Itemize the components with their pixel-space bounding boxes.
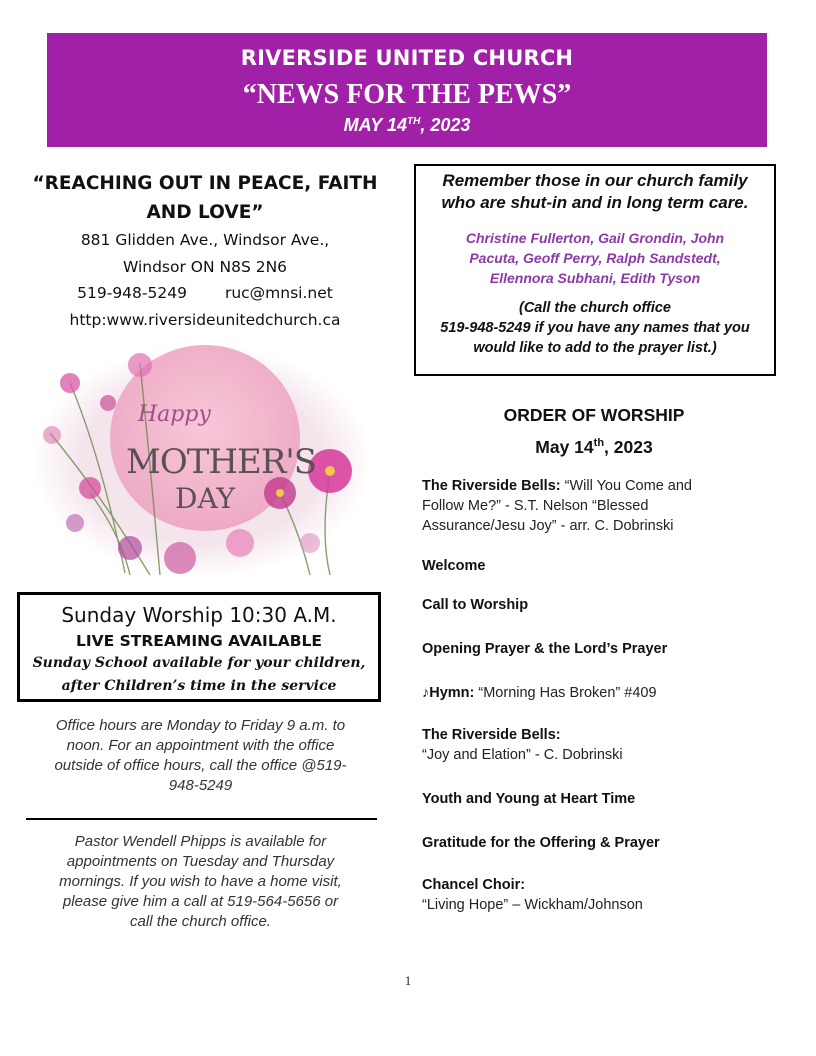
church-name: RIVERSIDE UNITED CHURCH: [240, 46, 574, 70]
prayer-list-box: [414, 164, 776, 376]
contact-block: [20, 227, 390, 333]
worship-item-bells-2: The Riverside Bells: “Joy and Elation” - C. Dobrinski: [422, 727, 623, 763]
mothers-day-image: [30, 343, 375, 580]
worship-item-gratitude: Gratitude for the Offering & Prayer: [422, 835, 660, 851]
worship-item-welcome: Welcome: [422, 558, 486, 574]
section-divider: [26, 818, 377, 820]
music-note-icon: ♪: [422, 685, 430, 701]
phone-number: 519-948-5249: [77, 284, 187, 302]
worship-item-youth: Youth and Young at Heart Time: [422, 791, 636, 807]
address-line: Windsor ON N8S 2N6: [122, 257, 288, 276]
worship-item-call-to-worship: Call to Worship: [422, 597, 529, 613]
address-line: 881 Glidden Ave., Windsor Ave.,: [80, 231, 330, 249]
website-link[interactable]: http:www.riversideunitedchurch.ca: [69, 310, 341, 329]
worship-item-bells-1: The Riverside Bells: “Will You Come and Follow Me?” - S.T. Nelson “Blessed Assurance/Jesu Joy” - arr. C. Dobrinski: [422, 478, 692, 534]
header-banner: [47, 33, 767, 147]
prayer-list-names: Christine Fullerton, Gail Grondin, John Pacuta, Geoff Perry, Ralph Sandstedt, Ellennora Subhani, Edith Tyson: [465, 230, 725, 286]
prayer-list-heading: Remember those in our church family who are shut-in and in long term care.: [441, 171, 749, 212]
pastor-availability: Pastor Wendell Phipps is available for appointments on Tuesday and Thursday mornings. If you wish to have a home visit, please give him a call at 519-564-5656 or call the church office.: [59, 833, 342, 930]
streaming-notice: LIVE STREAMING AVAILABLE: [76, 632, 322, 650]
order-of-worship-title: ORDER OF WORSHIP May 14th, 2023: [503, 405, 685, 457]
sunday-school-notice: Sunday School available for your children, after Children’s time in the service: [32, 655, 366, 694]
worship-item-hymn: ♪Hymn: “Morning Has Broken” #409: [422, 685, 657, 701]
email-link[interactable]: ruc@mnsi.net: [224, 284, 333, 302]
image-text-mothers: MOTHER'S: [126, 442, 317, 482]
image-text-day: DAY: [175, 482, 236, 515]
image-text-happy: Happy: [138, 402, 211, 427]
issue-date: MAY 14TH, 2023: [343, 115, 471, 135]
worship-item-opening-prayer: Opening Prayer & the Lord’s Prayer: [422, 641, 668, 657]
office-hours: Office hours are Monday to Friday 9 a.m. to noon. For an appointment with the office outside of office hours, call the office @519- 948-5249: [54, 717, 347, 794]
newsletter-title: “NEWS FOR THE PEWS”: [242, 79, 572, 110]
worship-time: Sunday Worship 10:30 A.M.: [61, 603, 337, 627]
prayer-list-note: (Call the church office 519-948-5249 if you have any names that you would like to add to the prayer list.): [440, 300, 750, 356]
church-motto: “REACHING OUT IN PEACE, FAITH AND LOVE”: [32, 173, 378, 223]
worship-times-box: [17, 592, 381, 702]
page-number: 1: [404, 973, 412, 988]
worship-item-choir: Chancel Choir: “Living Hope” – Wickham/Johnson: [422, 877, 643, 913]
